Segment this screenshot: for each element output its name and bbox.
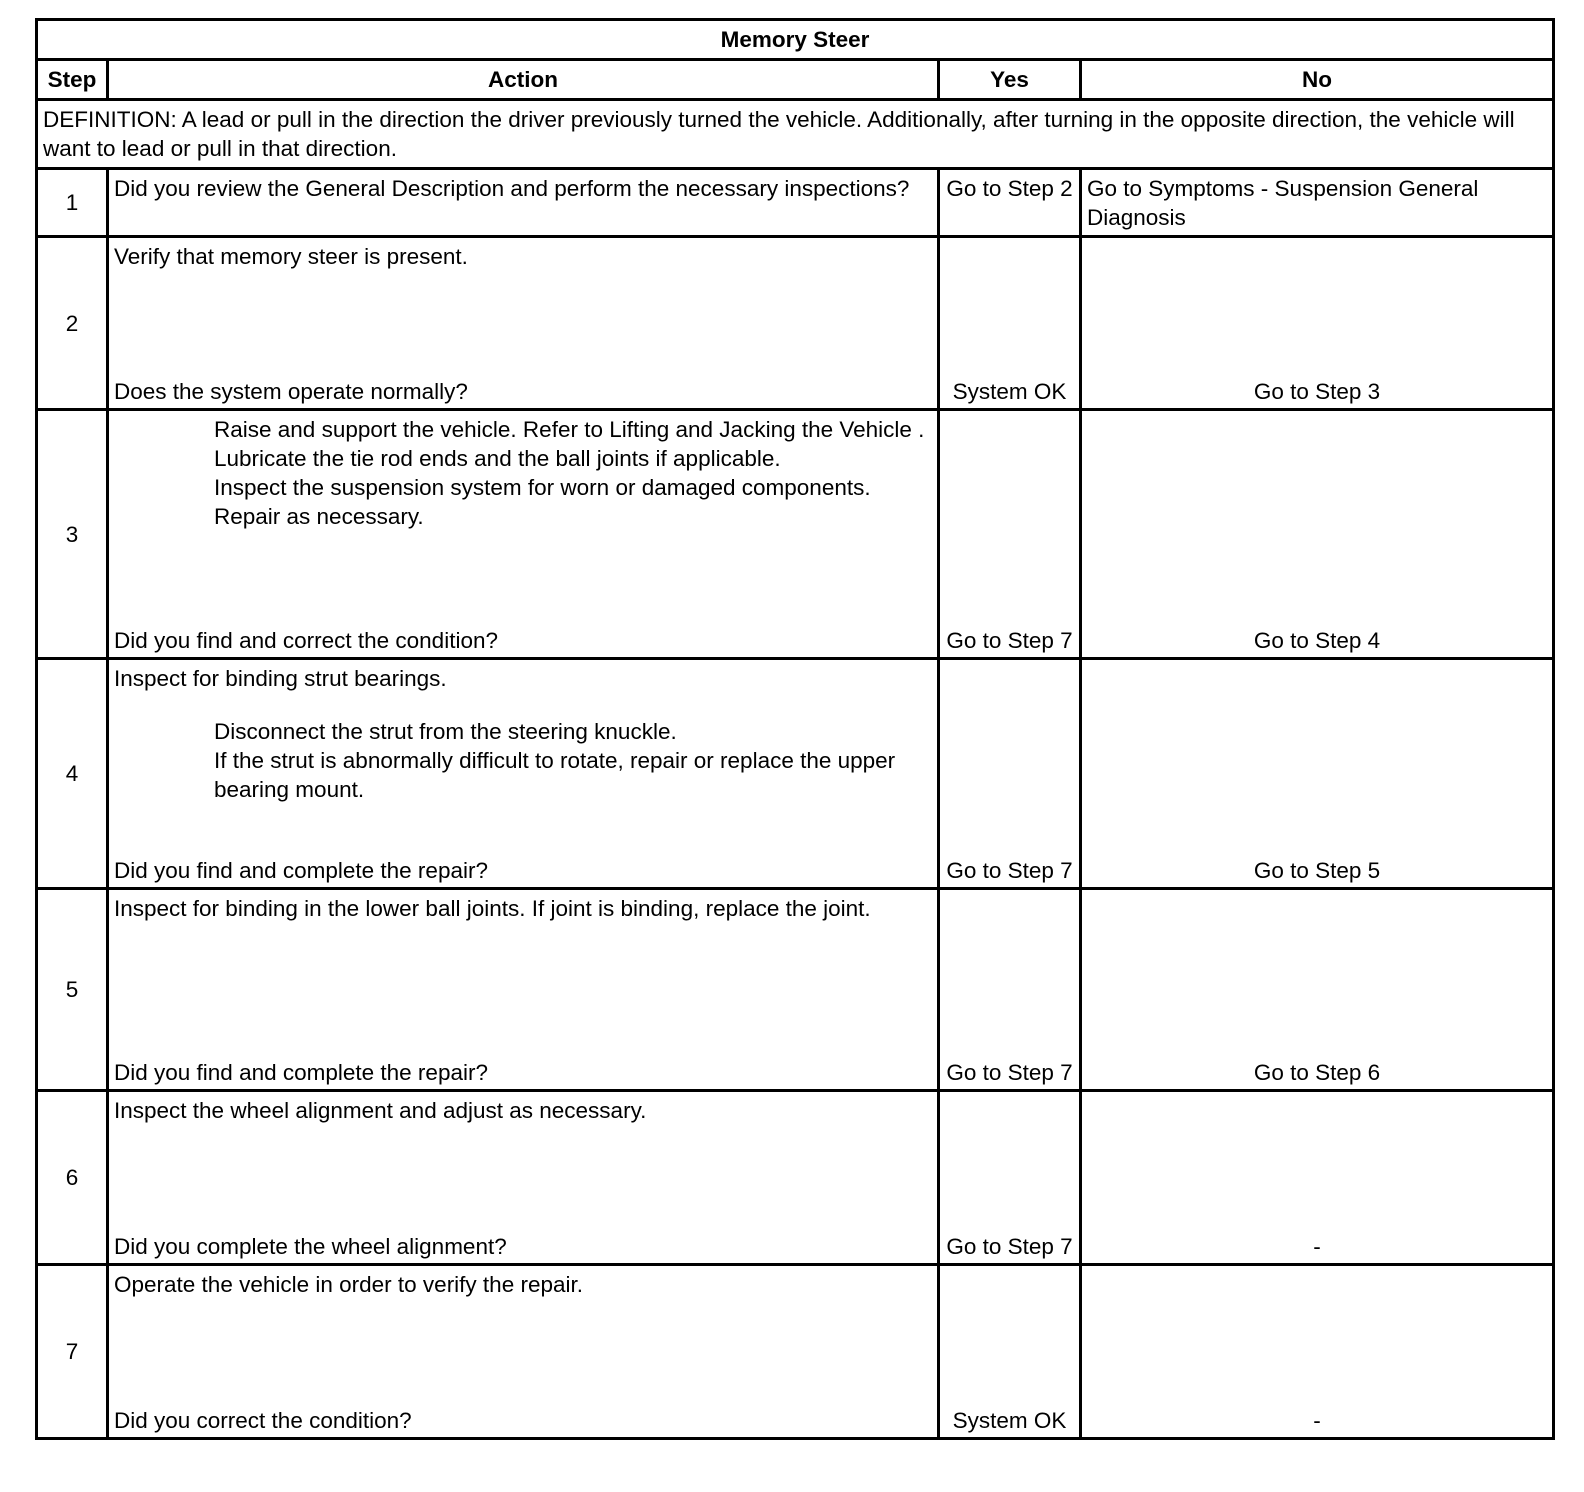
action-list-item: Repair as necessary.: [214, 504, 424, 529]
no-cell: Go to Step 4: [1081, 410, 1554, 659]
definition-text: DEFINITION: A lead or pull in the direction the driver previously turned the vehicle. Additionally, after turning in the opposite direction, the vehicle will want to lead or pull in that direction.: [37, 100, 1554, 169]
yes-cell: System OK: [939, 1265, 1081, 1439]
title-row: [37, 20, 1554, 60]
step-number: 1: [37, 169, 108, 237]
no-cell: Go to Step 5: [1081, 659, 1554, 889]
action-content: [114, 664, 932, 804]
step-number: 3: [37, 410, 108, 659]
action-cell: [108, 659, 939, 889]
action-list-item: Inspect the suspension system for worn or damaged components.: [214, 475, 871, 500]
table-title: Memory Steer: [37, 20, 1554, 60]
action-list-item: If the strut is abnormally difficult to rotate, repair or replace the upper bearing mount.: [214, 748, 896, 802]
header-yes: Yes: [939, 60, 1081, 100]
no-cell: -: [1081, 1265, 1554, 1439]
step-number: 7: [37, 1265, 108, 1439]
action-question: Did you correct the condition?: [114, 1408, 412, 1433]
action-instruction: Inspect for binding in the lower ball joints. If joint is binding, replace the joint.: [114, 896, 871, 921]
no-cell: -: [1081, 1091, 1554, 1265]
action-cell: [108, 1091, 939, 1265]
action-list-item: Lubricate the tie rod ends and the ball joints if applicable.: [214, 446, 781, 471]
yes-cell: Go to Step 7: [939, 410, 1081, 659]
no-cell: Go to Step 6: [1081, 889, 1554, 1091]
action-question: Did you find and complete the repair?: [114, 858, 488, 883]
spacer: [114, 693, 932, 717]
action-instruction: Verify that memory steer is present.: [114, 244, 468, 269]
step-number: 2: [37, 237, 108, 410]
no-cell: Go to Step 3: [1081, 237, 1554, 410]
action-question: Does the system operate normally?: [114, 379, 468, 404]
action-question: Did you complete the wheel alignment?: [114, 1234, 507, 1259]
header-action: Action: [108, 60, 939, 100]
step-number: 5: [37, 889, 108, 1091]
action-question: Did you find and correct the condition?: [114, 628, 498, 653]
action-instruction: Inspect for binding strut bearings.: [114, 666, 447, 691]
table-row: [37, 169, 1554, 237]
yes-cell: System OK: [939, 237, 1081, 410]
action-list: [114, 415, 932, 531]
yes-cell: Go to Step 7: [939, 1091, 1081, 1265]
yes-cell: Go to Step 2: [939, 169, 1081, 237]
step-number: 4: [37, 659, 108, 889]
table-row: [37, 1265, 1554, 1439]
yes-cell: Go to Step 7: [939, 889, 1081, 1091]
action-instruction: Inspect the wheel alignment and adjust as necessary.: [114, 1098, 647, 1123]
table-row: [37, 237, 1554, 410]
action-list-item: Disconnect the strut from the steering knuckle.: [214, 719, 677, 744]
action-list-item: Raise and support the vehicle. Refer to Lifting and Jacking the Vehicle .: [214, 417, 925, 442]
action-cell: [108, 1265, 939, 1439]
diagnostic-table: [35, 18, 1555, 1440]
action-cell: [108, 410, 939, 659]
step-number: 6: [37, 1091, 108, 1265]
action-cell: [108, 169, 939, 237]
action-cell: [108, 237, 939, 410]
action-cell: [108, 889, 939, 1091]
no-cell: Go to Symptoms - Suspension General Diagnosis: [1081, 169, 1554, 237]
action-question: Did you find and complete the repair?: [114, 1060, 488, 1085]
table-row: [37, 410, 1554, 659]
definition-row: [37, 100, 1554, 169]
table-row: [37, 659, 1554, 889]
action-instruction: Operate the vehicle in order to verify the repair.: [114, 1272, 583, 1297]
header-step: Step: [37, 60, 108, 100]
table-row: [37, 889, 1554, 1091]
action-question: Did you review the General Description and perform the necessary inspections?: [114, 176, 910, 201]
yes-cell: Go to Step 7: [939, 659, 1081, 889]
header-no: No: [1081, 60, 1554, 100]
header-row: [37, 60, 1554, 100]
table-row: [37, 1091, 1554, 1265]
